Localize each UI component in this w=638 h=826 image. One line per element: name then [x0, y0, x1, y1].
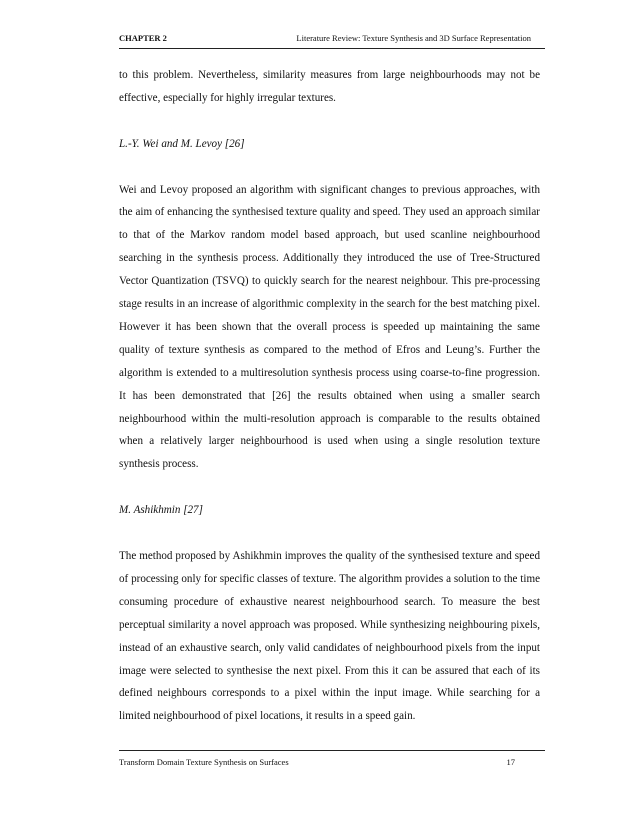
page-body: [119, 64, 540, 728]
footer-title: Transform Domain Texture Synthesis on Surfaces: [119, 757, 289, 767]
section-heading-ashikhmin: M. Ashikhmin [27]: [119, 504, 203, 517]
ashikhmin-paragraph: The method proposed by Ashikhmin improves the quality of the synthesised texture and speed of processing only for specific classes of texture. The algorithm provides a solution to the time consuming procedure of exhaustive nearest neighbourhood search. To measure the best perceptual similarity a novel approach was proposed. While synthesizing neighbouring pixels, instead of an exhaustive search, only valid candidates of neighbourhood pixels from the input image were selected to synthesise the next pixel. From this it can be assured that each of its defined neighbours corresponds to a pixel within the input image. While searching for a limited neighbourhood of pixel locations, it results in a speed gain.: [119, 549, 540, 723]
page-number: 17: [506, 757, 515, 767]
running-title: Literature Review: Texture Synthesis and 3D Surface Representation: [296, 33, 531, 43]
page-header: [119, 30, 545, 49]
chapter-label: CHAPTER 2: [119, 33, 167, 43]
wei-levoy-paragraph: Wei and Levoy proposed an algorithm with significant changes to previous approaches, with the aim of enhancing the synthesised texture quality and speed. They used an approach similar to that of the Markov random model based approach, but used scanline neighbourhood searching in the synthesis process. Additionally they introduced the use of Tree-Structured Vector Quantization (TSVQ) to quickly search for the nearest neighbour. This pre-processing stage results in an increase of algorithmic complexity in the search for the best matching pixel. However it has been shown that the overall process is speeded up maintaining the same quality of texture synthesis as compared to the method of Efros and Leung’s. Further the algorithm is extended to a multiresolution synthesis process using coarse-to-fine progression. It has been demonstrated that [26] the results obtained when using a smaller search neighbourhood within the multi-resolution approach is comparable to the results obtained when a relatively larger neighbourhood is used when using a single resolution texture synthesis process.: [119, 183, 540, 471]
section-heading-wei-levoy: L.-Y. Wei and M. Levoy [26]: [119, 137, 245, 150]
page-footer: [119, 750, 545, 767]
intro-paragraph: to this problem. Nevertheless, similarity measures from large neighbourhoods may not be effective, especially for highly irregular textures.: [119, 69, 540, 104]
